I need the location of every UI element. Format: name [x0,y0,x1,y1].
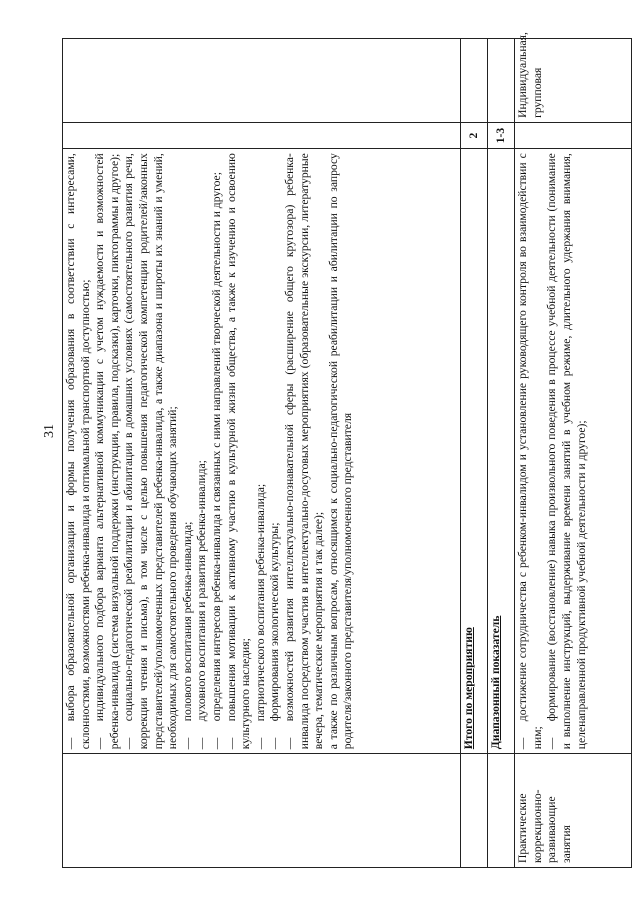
section1-content-cell [63,149,461,754]
list-dash: — [93,737,107,750]
section1-name-cell [63,754,461,868]
section2.items-item [516,153,545,749]
rotated-page-content [62,32,632,868]
range-label: Диапазонный показатель [488,149,515,754]
section2-list [516,153,589,749]
section1_items-item-text: формирования экологической культуры; [268,522,282,722]
list-dash: — [253,737,267,750]
list-dash: — [545,737,559,750]
rehabilitation-table [62,32,632,868]
section1-list [64,153,356,749]
table-row-section1 [63,39,461,868]
section1_items-item-text: а также по различным вопросам, относящимся к социально-педагогической реабилитации и абилитации по запросу родителя/законного представителя/уполномоченного представителя [326,153,355,750]
section2-count-cell [515,122,632,148]
section1_items-item [181,153,196,749]
section1-form-cell [63,39,461,123]
section1_items-item [93,153,122,749]
section1_items-item-text: определения интересов ребенка-инвалида и связанных с ними направлений творческой деятельности и другое; [209,172,223,722]
section1_items-item [225,153,254,749]
range-form-cell [488,39,515,123]
range-empty-cell [488,754,515,868]
section1_items-item-text: социально-педагогической реабилитации и абилитации в домашних условиях (самостоятельного развития речи, коррекции чтения и письма), в том числе с целью повышения педагогической компетенции родителей/законных представителей/уполномоченных представителей ребенка-инвалида, а также диапазона и широты их знаний и умений, необходимых для самостоятельного проведения обучающих занятий; [122,153,180,750]
total-value: 2 [461,122,488,148]
list-dash: — [195,737,209,750]
section2-name: Практические коррекционно-развивающие занятия [515,754,632,868]
section1_items-item-text: возможностей развития интеллектуально-познавательной сферы (расширение общего кругозора) ребенка-инвалида посредством участия в интеллектуально-досуговых мероприятиях (образовательные экскурсии, литературные вечера, тематические мероприятия и так далее); [282,153,326,750]
section1_items-item-text: выбора образовательной организации и формы получения образования в соответствии с интересами, склонностями, возможностями ребенка-инвалида и оптимальной транспортной доступностью; [64,153,92,750]
list-dash: — [268,737,282,750]
list-dash: — [122,737,136,750]
section1_items-item [210,153,225,749]
list-dash: — [180,737,194,750]
list-dash: — [282,737,296,750]
section2.items-item [545,153,589,749]
section1_items-item [254,153,269,749]
total-label: Итого по мероприятию [461,149,488,754]
list-dash: — [64,737,77,750]
table-row-total [461,39,488,868]
section1_items-item-text: полового воспитания ребенка-инвалида; [180,521,194,722]
list-dash: — [516,737,530,750]
section2.items-item-text: достижение сотрудничества с ребенком-инвалидом и установление руководящего контроля во взаимодействии с ним; [516,153,544,750]
section1_items-item [195,153,210,749]
page-number: 31 [42,424,57,438]
table-row-section2 [515,39,632,868]
section1_items-item-text: духовного воспитания и развития ребенка-инвалида; [195,460,209,722]
section1_items-item-text: повышения мотивации к активному участию в культурной жизни общества, а также к изучению и освоению культурного наследия; [224,153,253,750]
section2-form: Индивидуальная, групповая [515,39,632,123]
section1_items-item [268,153,283,749]
range-value: 1-3 [488,122,515,148]
section1_items-item [64,153,93,749]
list-dash: — [224,737,238,750]
table-row-range [488,39,515,868]
section2.items-item-text: формирование (восстановление) навыка произвольного поведения в процессе учебной деятельности (понимание и выполнение инструкций, выдерживание времени занятий в учебном режиме, длительного удержания внимания, целенаправленной продуктивной учебной деятельности и другое); [545,153,588,750]
section1-count-cell [63,122,461,148]
section1_items-item [327,153,356,749]
section1_items-item-text: индивидуального подбора варианта альтернативной коммуникации с учетом нуждаемости и возможностей ребенка-инвалида (система визуальной поддержки (инструкции, правила, подсказки), карточки, пиктограммы и другое); [93,153,121,750]
total-empty-cell [461,754,488,868]
section1_items-item [122,153,180,749]
section1_items-item-text: патриотического воспитания ребенка-инвалида; [253,483,267,722]
section1_items-item [283,153,327,749]
total-form-cell [461,39,488,123]
list-dash: — [209,737,223,750]
section2-content-cell [515,149,632,754]
